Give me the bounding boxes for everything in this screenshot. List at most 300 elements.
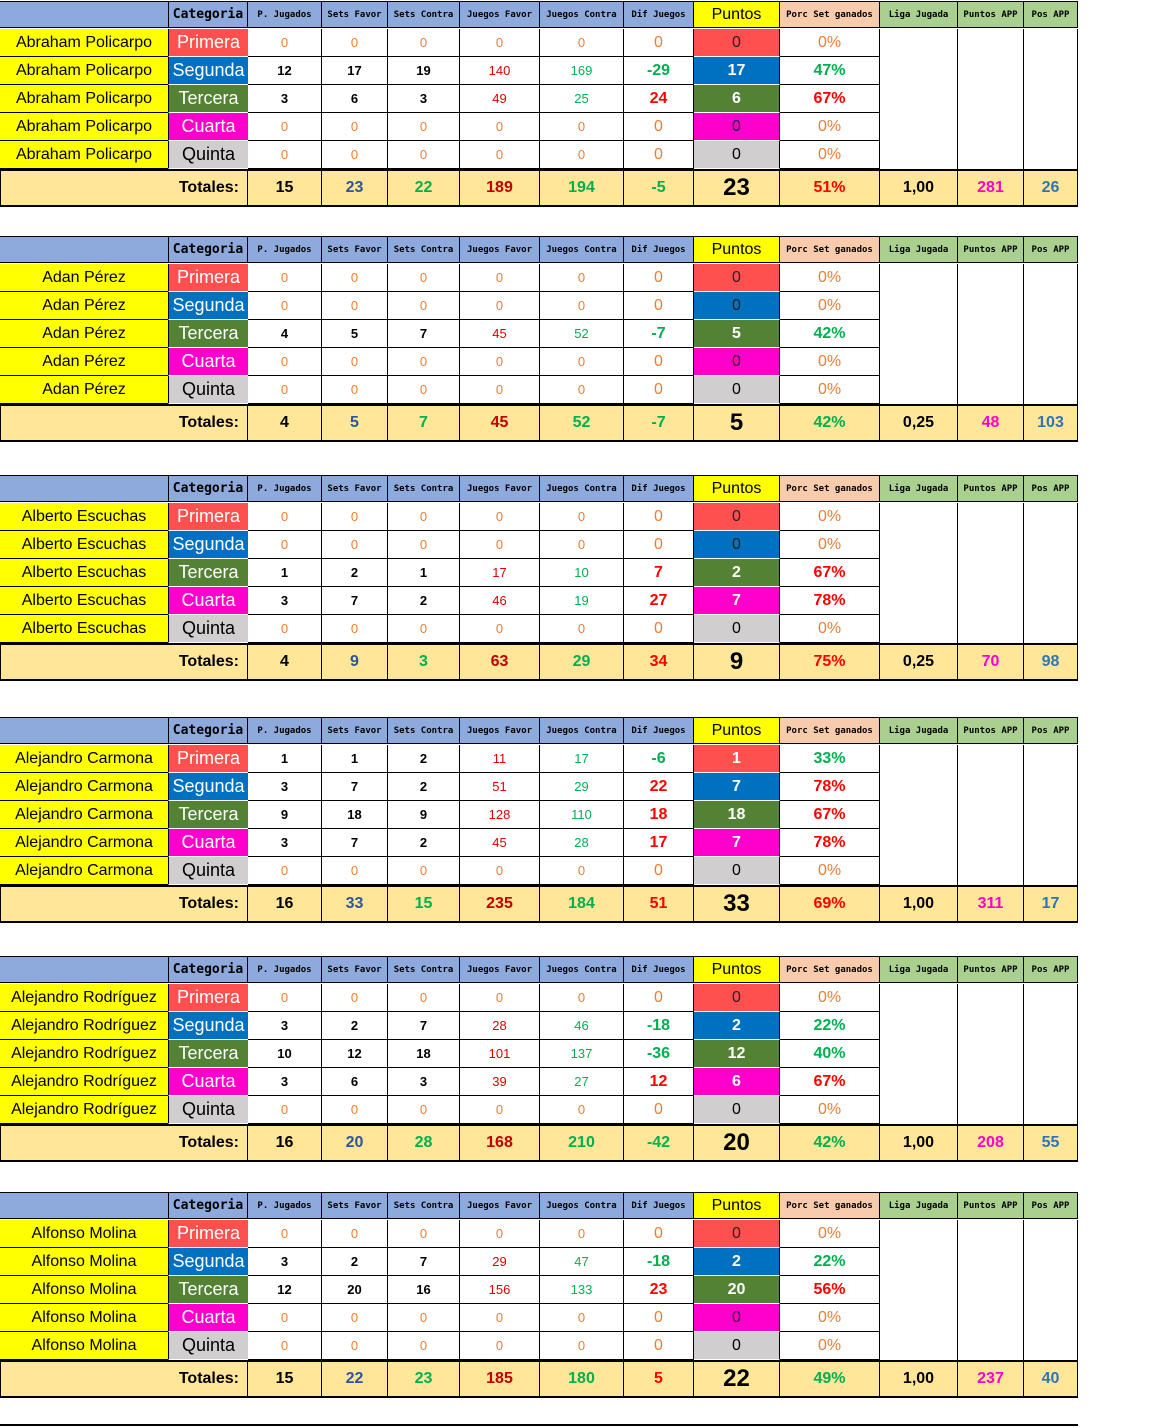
player-name: Alberto Escuchas [0, 587, 168, 615]
header-p-jugados: P. Jugados [248, 1, 322, 28]
cell-p-jugados: 12 [248, 57, 322, 85]
total-liga: 1,00 [880, 1360, 958, 1398]
cell-sets-contra: 0 [388, 141, 460, 169]
cell-juegos-favor: 51 [460, 773, 540, 801]
cell-sets-favor: 0 [322, 503, 388, 531]
category-label: Cuarta [168, 1304, 248, 1332]
cell-porc: 0% [780, 857, 880, 885]
total-puntos-app: 48 [958, 404, 1024, 442]
header-p-jugados: P. Jugados [248, 717, 322, 744]
total-dif-juegos: -5 [624, 169, 694, 207]
cell-dif-juegos: 0 [624, 113, 694, 141]
cell-juegos-contra: 0 [540, 984, 624, 1012]
cell-p-jugados: 3 [248, 773, 322, 801]
total-liga: 1,00 [880, 1124, 958, 1162]
cell-porc: 0% [780, 141, 880, 169]
cell-juegos-contra: 27 [540, 1068, 624, 1096]
cell-juegos-favor: 0 [460, 29, 540, 57]
category-label: Tercera [168, 320, 248, 348]
cell-dif-juegos: 17 [624, 829, 694, 857]
header-juegos-favor: Juegos Favor [460, 1, 540, 28]
player-block [0, 1192, 1078, 1398]
cell-puntos: 7 [694, 829, 780, 857]
cell-sets-favor: 0 [322, 857, 388, 885]
cell-puntos: 0 [694, 141, 780, 169]
cell-juegos-favor: 28 [460, 1012, 540, 1040]
total-sets-favor: 33 [322, 885, 388, 923]
category-label: Primera [168, 745, 248, 773]
category-label: Segunda [168, 531, 248, 559]
cell-puntos: 0 [694, 1304, 780, 1332]
cell-porc: 56% [780, 1276, 880, 1304]
cell-dif-juegos: 18 [624, 801, 694, 829]
header-pos-app: Pos APP [1024, 475, 1078, 502]
cell-porc: 0% [780, 984, 880, 1012]
empty-merged-cell [958, 745, 1024, 885]
cell-sets-contra: 0 [388, 348, 460, 376]
cell-juegos-contra: 17 [540, 745, 624, 773]
cell-porc: 0% [780, 376, 880, 404]
total-puntos: 23 [694, 169, 780, 207]
cell-porc: 0% [780, 1332, 880, 1360]
cell-dif-juegos: 0 [624, 615, 694, 643]
cell-juegos-contra: 10 [540, 559, 624, 587]
header-pos-app: Pos APP [1024, 956, 1078, 983]
cell-sets-favor: 6 [322, 1068, 388, 1096]
cell-juegos-favor: 29 [460, 1248, 540, 1276]
cell-sets-favor: 5 [322, 320, 388, 348]
cell-dif-juegos: -29 [624, 57, 694, 85]
cell-juegos-favor: 0 [460, 348, 540, 376]
header-puntos-app: Puntos APP [958, 1192, 1024, 1219]
empty-merged-cell [958, 503, 1024, 643]
empty-merged-cell [958, 984, 1024, 1124]
cell-p-jugados: 3 [248, 1012, 322, 1040]
cell-juegos-favor: 11 [460, 745, 540, 773]
total-puntos-app: 70 [958, 643, 1024, 681]
player-name: Alfonso Molina [0, 1304, 168, 1332]
header-blank-cell [0, 475, 168, 502]
cell-sets-contra: 18 [388, 1040, 460, 1068]
category-label: Cuarta [168, 113, 248, 141]
cell-dif-juegos: 0 [624, 292, 694, 320]
category-label: Segunda [168, 1248, 248, 1276]
cell-p-jugados: 0 [248, 1220, 322, 1248]
category-label: Quinta [168, 376, 248, 404]
cell-dif-juegos: 27 [624, 587, 694, 615]
cell-juegos-favor: 128 [460, 801, 540, 829]
cell-p-jugados: 0 [248, 615, 322, 643]
cell-sets-contra: 0 [388, 292, 460, 320]
cell-sets-favor: 18 [322, 801, 388, 829]
cell-juegos-contra: 0 [540, 857, 624, 885]
header-p-jugados: P. Jugados [248, 1192, 322, 1219]
cell-dif-juegos: -18 [624, 1012, 694, 1040]
header-sets-contra: Sets Contra [388, 956, 460, 983]
total-puntos: 22 [694, 1360, 780, 1398]
total-pos-app: 103 [1024, 404, 1078, 442]
cell-juegos-favor: 0 [460, 857, 540, 885]
cell-sets-contra: 16 [388, 1276, 460, 1304]
category-label: Segunda [168, 57, 248, 85]
header-liga: Liga Jugada [880, 717, 958, 744]
cell-sets-contra: 2 [388, 745, 460, 773]
player-name: Alberto Escuchas [0, 559, 168, 587]
cell-juegos-contra: 0 [540, 615, 624, 643]
empty-merged-cell [958, 29, 1024, 169]
header-juegos-contra: Juegos Contra [540, 236, 624, 263]
player-name: Adan Pérez [0, 348, 168, 376]
cell-juegos-contra: 19 [540, 587, 624, 615]
category-label: Segunda [168, 773, 248, 801]
cell-dif-juegos: 23 [624, 1276, 694, 1304]
player-block [0, 236, 1078, 442]
total-pos-app: 55 [1024, 1124, 1078, 1162]
cell-porc: 67% [780, 801, 880, 829]
header-dif-juegos: Dif Juegos [624, 1, 694, 28]
cell-dif-juegos: 12 [624, 1068, 694, 1096]
player-name: Alfonso Molina [0, 1248, 168, 1276]
header-juegos-contra: Juegos Contra [540, 956, 624, 983]
category-label: Segunda [168, 1012, 248, 1040]
cell-sets-favor: 0 [322, 1220, 388, 1248]
cell-sets-favor: 7 [322, 829, 388, 857]
player-name: Abraham Policarpo [0, 141, 168, 169]
cell-porc: 0% [780, 615, 880, 643]
player-name: Alejandro Rodríguez [0, 1040, 168, 1068]
cell-p-jugados: 10 [248, 1040, 322, 1068]
total-p-jugados: 16 [248, 885, 322, 923]
total-sets-favor: 5 [322, 404, 388, 442]
cell-porc: 22% [780, 1012, 880, 1040]
total-juegos-favor: 168 [460, 1124, 540, 1162]
cell-porc: 0% [780, 29, 880, 57]
cell-puntos: 0 [694, 1332, 780, 1360]
bottom-border [0, 1424, 1078, 1426]
header-juegos-favor: Juegos Favor [460, 1192, 540, 1219]
header-sets-contra: Sets Contra [388, 475, 460, 502]
cell-juegos-favor: 0 [460, 292, 540, 320]
cell-sets-contra: 7 [388, 320, 460, 348]
total-sets-favor: 20 [322, 1124, 388, 1162]
category-label: Tercera [168, 1276, 248, 1304]
category-label: Quinta [168, 141, 248, 169]
cell-sets-favor: 2 [322, 1248, 388, 1276]
total-pos-app: 98 [1024, 643, 1078, 681]
cell-p-jugados: 0 [248, 141, 322, 169]
category-label: Primera [168, 1220, 248, 1248]
cell-sets-favor: 1 [322, 745, 388, 773]
header-sets-contra: Sets Contra [388, 1192, 460, 1219]
header-juegos-favor: Juegos Favor [460, 956, 540, 983]
header-blank-cell [0, 717, 168, 744]
cell-juegos-favor: 156 [460, 1276, 540, 1304]
header-pos-app: Pos APP [1024, 717, 1078, 744]
cell-juegos-favor: 45 [460, 829, 540, 857]
cell-puntos: 5 [694, 320, 780, 348]
category-label: Tercera [168, 1040, 248, 1068]
player-name: Alejandro Carmona [0, 857, 168, 885]
totals-label: Totales: [0, 404, 248, 442]
cell-sets-favor: 0 [322, 113, 388, 141]
cell-juegos-contra: 25 [540, 85, 624, 113]
total-dif-juegos: 34 [624, 643, 694, 681]
header-p-jugados: P. Jugados [248, 236, 322, 263]
cell-sets-contra: 0 [388, 1332, 460, 1360]
cell-dif-juegos: 0 [624, 857, 694, 885]
header-sets-favor: Sets Favor [322, 1, 388, 28]
total-juegos-contra: 194 [540, 169, 624, 207]
cell-juegos-contra: 0 [540, 376, 624, 404]
cell-dif-juegos: 0 [624, 1096, 694, 1124]
cell-juegos-contra: 0 [540, 1220, 624, 1248]
cell-dif-juegos: -36 [624, 1040, 694, 1068]
cell-dif-juegos: 0 [624, 264, 694, 292]
cell-sets-contra: 0 [388, 1304, 460, 1332]
cell-puntos: 0 [694, 292, 780, 320]
totals-label: Totales: [0, 169, 248, 207]
header-porc: Porc Set ganados [780, 475, 880, 502]
total-p-jugados: 4 [248, 643, 322, 681]
cell-porc: 67% [780, 559, 880, 587]
cell-sets-contra: 0 [388, 615, 460, 643]
header-sets-favor: Sets Favor [322, 236, 388, 263]
header-p-jugados: P. Jugados [248, 956, 322, 983]
header-categoria: Categoria [168, 1192, 248, 1219]
total-porc: 42% [780, 1124, 880, 1162]
cell-p-jugados: 3 [248, 1068, 322, 1096]
category-label: Cuarta [168, 1068, 248, 1096]
category-label: Quinta [168, 615, 248, 643]
cell-dif-juegos: 0 [624, 531, 694, 559]
cell-porc: 42% [780, 320, 880, 348]
empty-merged-cell [880, 745, 958, 885]
cell-puntos: 0 [694, 1096, 780, 1124]
cell-sets-contra: 0 [388, 264, 460, 292]
header-blank-cell [0, 956, 168, 983]
header-sets-favor: Sets Favor [322, 475, 388, 502]
cell-juegos-favor: 0 [460, 1096, 540, 1124]
total-sets-contra: 22 [388, 169, 460, 207]
total-juegos-favor: 45 [460, 404, 540, 442]
cell-sets-favor: 17 [322, 57, 388, 85]
cell-puntos: 6 [694, 85, 780, 113]
cell-juegos-favor: 0 [460, 1220, 540, 1248]
header-sets-favor: Sets Favor [322, 956, 388, 983]
cell-juegos-contra: 133 [540, 1276, 624, 1304]
total-liga: 0,25 [880, 404, 958, 442]
player-name: Alejandro Rodríguez [0, 1096, 168, 1124]
category-label: Quinta [168, 1332, 248, 1360]
empty-merged-cell [880, 1220, 958, 1360]
total-puntos-app: 311 [958, 885, 1024, 923]
cell-porc: 78% [780, 773, 880, 801]
cell-porc: 40% [780, 1040, 880, 1068]
cell-p-jugados: 0 [248, 348, 322, 376]
cell-porc: 67% [780, 85, 880, 113]
total-liga: 1,00 [880, 885, 958, 923]
player-name: Alejandro Carmona [0, 745, 168, 773]
header-puntos: Puntos [694, 1, 780, 28]
cell-juegos-contra: 29 [540, 773, 624, 801]
total-sets-favor: 9 [322, 643, 388, 681]
header-puntos-app: Puntos APP [958, 717, 1024, 744]
cell-juegos-favor: 0 [460, 1304, 540, 1332]
category-label: Primera [168, 29, 248, 57]
cell-juegos-contra: 46 [540, 1012, 624, 1040]
cell-dif-juegos: 24 [624, 85, 694, 113]
cell-puntos: 0 [694, 29, 780, 57]
cell-sets-contra: 0 [388, 984, 460, 1012]
cell-dif-juegos: 7 [624, 559, 694, 587]
category-label: Primera [168, 264, 248, 292]
empty-merged-cell [1024, 745, 1078, 885]
header-puntos: Puntos [694, 956, 780, 983]
total-porc: 75% [780, 643, 880, 681]
header-puntos-app: Puntos APP [958, 1, 1024, 28]
total-juegos-contra: 52 [540, 404, 624, 442]
cell-puntos: 20 [694, 1276, 780, 1304]
total-puntos: 20 [694, 1124, 780, 1162]
header-porc: Porc Set ganados [780, 1192, 880, 1219]
cell-puntos: 0 [694, 348, 780, 376]
cell-p-jugados: 9 [248, 801, 322, 829]
player-name: Alejandro Rodríguez [0, 1068, 168, 1096]
empty-merged-cell [880, 264, 958, 404]
cell-dif-juegos: -7 [624, 320, 694, 348]
cell-puntos: 6 [694, 1068, 780, 1096]
total-pos-app: 40 [1024, 1360, 1078, 1398]
cell-juegos-contra: 0 [540, 29, 624, 57]
total-puntos-app: 208 [958, 1124, 1024, 1162]
cell-sets-favor: 0 [322, 141, 388, 169]
empty-merged-cell [958, 264, 1024, 404]
player-block [0, 956, 1078, 1162]
total-liga: 0,25 [880, 643, 958, 681]
header-dif-juegos: Dif Juegos [624, 1192, 694, 1219]
cell-p-jugados: 0 [248, 29, 322, 57]
total-dif-juegos: 5 [624, 1360, 694, 1398]
total-liga: 1,00 [880, 169, 958, 207]
total-sets-favor: 22 [322, 1360, 388, 1398]
player-name: Alberto Escuchas [0, 615, 168, 643]
player-block [0, 717, 1078, 923]
player-name: Adan Pérez [0, 376, 168, 404]
cell-sets-contra: 2 [388, 587, 460, 615]
total-sets-contra: 15 [388, 885, 460, 923]
cell-porc: 0% [780, 348, 880, 376]
cell-juegos-favor: 0 [460, 113, 540, 141]
cell-puntos: 12 [694, 1040, 780, 1068]
player-block [0, 1, 1078, 207]
cell-dif-juegos: 0 [624, 1220, 694, 1248]
total-porc: 69% [780, 885, 880, 923]
total-sets-contra: 28 [388, 1124, 460, 1162]
cell-juegos-contra: 0 [540, 264, 624, 292]
cell-sets-favor: 0 [322, 348, 388, 376]
category-label: Tercera [168, 559, 248, 587]
player-name: Alejandro Carmona [0, 829, 168, 857]
cell-sets-contra: 0 [388, 1220, 460, 1248]
cell-porc: 67% [780, 1068, 880, 1096]
header-juegos-favor: Juegos Favor [460, 717, 540, 744]
cell-puntos: 17 [694, 57, 780, 85]
total-juegos-contra: 210 [540, 1124, 624, 1162]
header-categoria: Categoria [168, 1, 248, 28]
cell-sets-favor: 0 [322, 1304, 388, 1332]
empty-merged-cell [1024, 29, 1078, 169]
cell-juegos-favor: 140 [460, 57, 540, 85]
header-pos-app: Pos APP [1024, 1, 1078, 28]
total-dif-juegos: 51 [624, 885, 694, 923]
player-name: Abraham Policarpo [0, 57, 168, 85]
cell-sets-contra: 0 [388, 857, 460, 885]
cell-porc: 0% [780, 503, 880, 531]
header-juegos-contra: Juegos Contra [540, 1, 624, 28]
cell-p-jugados: 1 [248, 745, 322, 773]
cell-p-jugados: 0 [248, 292, 322, 320]
cell-juegos-contra: 0 [540, 531, 624, 559]
category-label: Segunda [168, 292, 248, 320]
player-name: Abraham Policarpo [0, 85, 168, 113]
total-p-jugados: 16 [248, 1124, 322, 1162]
header-puntos-app: Puntos APP [958, 475, 1024, 502]
cell-juegos-favor: 0 [460, 615, 540, 643]
cell-sets-contra: 19 [388, 57, 460, 85]
header-blank-cell [0, 1, 168, 28]
cell-juegos-favor: 0 [460, 503, 540, 531]
cell-puntos: 18 [694, 801, 780, 829]
player-name: Alejandro Rodríguez [0, 984, 168, 1012]
empty-merged-cell [1024, 984, 1078, 1124]
cell-sets-contra: 0 [388, 531, 460, 559]
cell-juegos-contra: 0 [540, 113, 624, 141]
empty-merged-cell [880, 984, 958, 1124]
total-pos-app: 17 [1024, 885, 1078, 923]
cell-dif-juegos: 0 [624, 29, 694, 57]
cell-porc: 0% [780, 113, 880, 141]
category-label: Quinta [168, 857, 248, 885]
header-porc: Porc Set ganados [780, 717, 880, 744]
category-label: Cuarta [168, 348, 248, 376]
cell-p-jugados: 0 [248, 1096, 322, 1124]
cell-sets-contra: 2 [388, 829, 460, 857]
header-sets-favor: Sets Favor [322, 717, 388, 744]
cell-sets-contra: 7 [388, 1248, 460, 1276]
cell-porc: 33% [780, 745, 880, 773]
category-label: Cuarta [168, 587, 248, 615]
cell-puntos: 0 [694, 113, 780, 141]
header-dif-juegos: Dif Juegos [624, 475, 694, 502]
cell-sets-contra: 0 [388, 503, 460, 531]
cell-sets-contra: 1 [388, 559, 460, 587]
totals-label: Totales: [0, 1360, 248, 1398]
cell-puntos: 0 [694, 984, 780, 1012]
totals-label: Totales: [0, 1124, 248, 1162]
header-juegos-contra: Juegos Contra [540, 717, 624, 744]
cell-sets-favor: 2 [322, 1012, 388, 1040]
header-categoria: Categoria [168, 956, 248, 983]
cell-dif-juegos: 0 [624, 503, 694, 531]
cell-sets-favor: 2 [322, 559, 388, 587]
player-name: Alejandro Rodríguez [0, 1012, 168, 1040]
total-puntos: 5 [694, 404, 780, 442]
total-p-jugados: 15 [248, 169, 322, 207]
player-name: Alberto Escuchas [0, 503, 168, 531]
header-sets-contra: Sets Contra [388, 236, 460, 263]
cell-sets-favor: 6 [322, 85, 388, 113]
cell-juegos-contra: 110 [540, 801, 624, 829]
